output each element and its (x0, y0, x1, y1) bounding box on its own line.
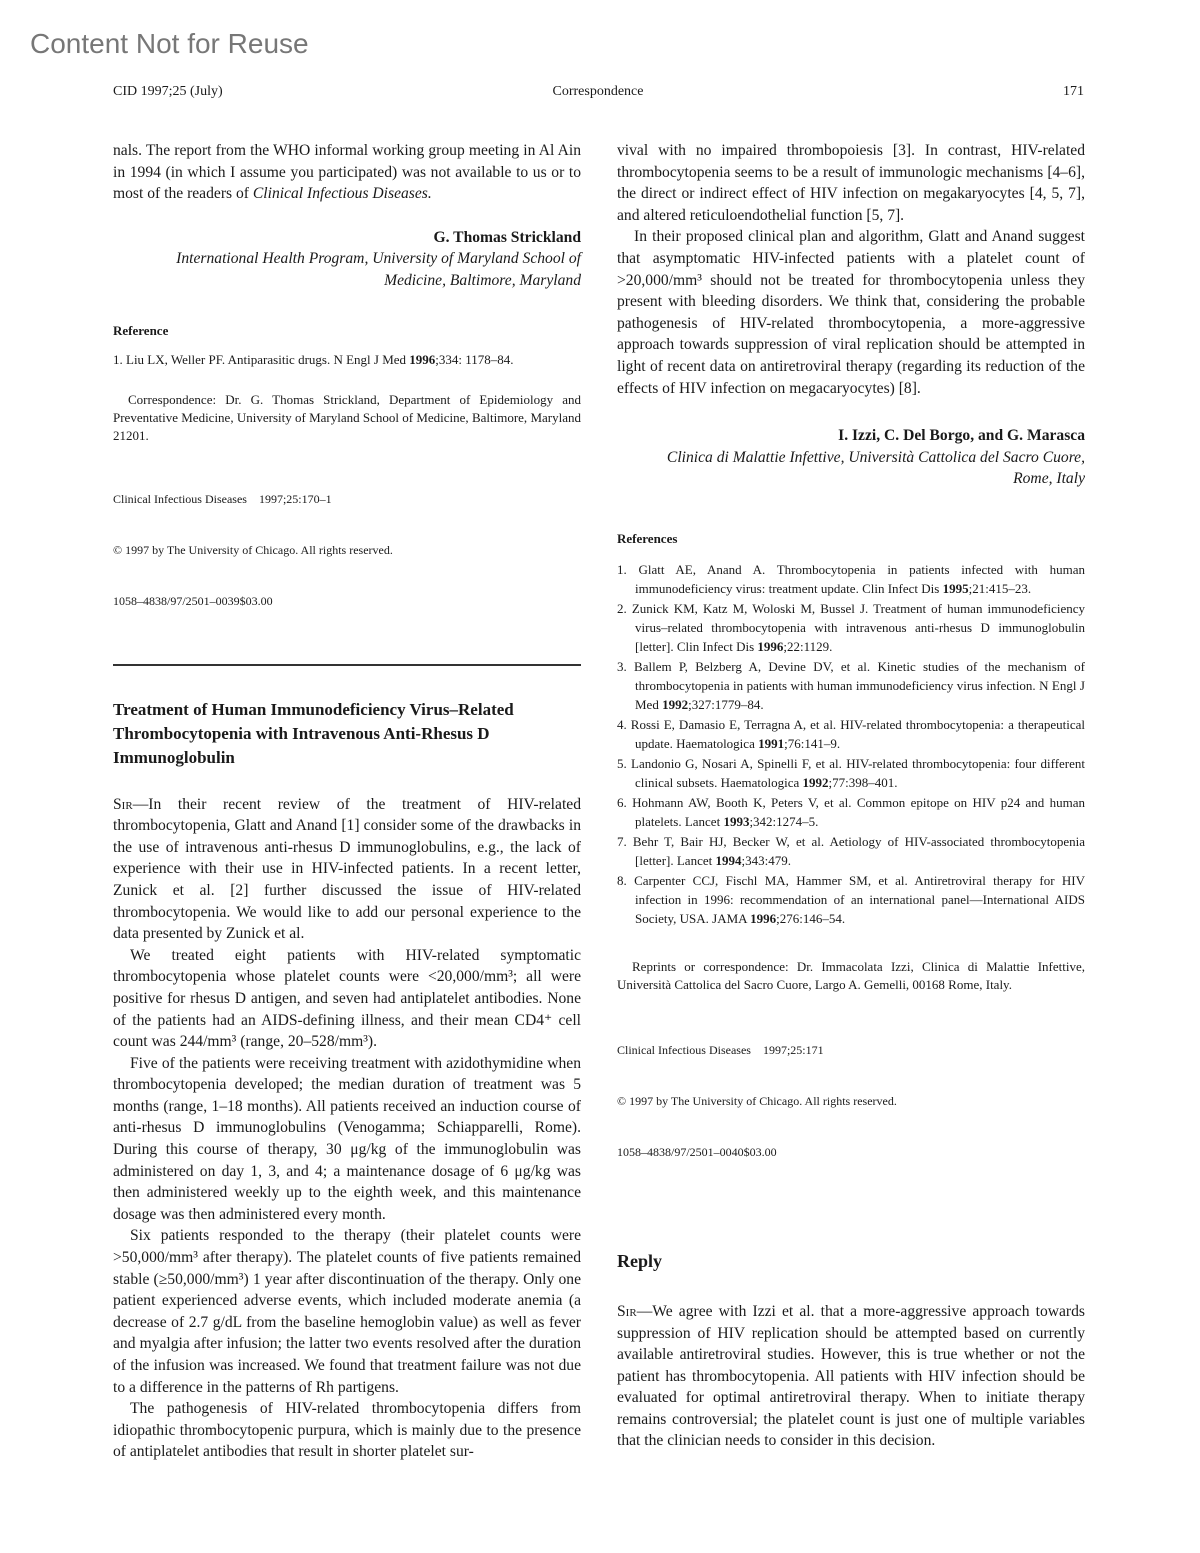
citation-line: © 1997 by The University of Chicago. All rights reserved. (617, 1093, 897, 1108)
citation-block (113, 457, 581, 644)
paragraph-text: Five of the patients were receiving treatment with azidothymidine when thrombocytopenia developed; the median duration of treatment was 5 months (range, 1–18 months). All patients received an induction course of anti-rhesus D immunoglobulins (Venogamma; Schiapparelli, Rome). During this course of therapy, 30 μg/kg of the immunoglobulin was administered on day 1, 3, and 4; a maintenance dosage of 6 μg/kg was then administered weekly up to the eighth week, and this maintenance dosage was then administered every month. (113, 1054, 581, 1223)
reply-body (617, 1301, 1085, 1452)
reference-item: 6. Hohmann AW, Booth K, Peters V, et al. Common epitope on HIV p24 and human platelets. Lancet 1993;342:1274–5. (617, 794, 1085, 829)
reference-list (113, 350, 581, 369)
letter-author: G. Thomas Strickland (433, 228, 581, 246)
author-affiliation: International Health Program, University of Maryland School of Medicine, Baltimore, Maryland (176, 250, 581, 289)
article-title: Treatment of Human Immunodeficiency Virus–Related Thrombocytopenia with Intravenous Anti-Rhesus D Immunoglobulin (113, 699, 514, 767)
letter-continuation (113, 140, 581, 205)
running-header-section: Correspondence (552, 84, 644, 99)
paragraph-text: —We agree with Izzi et al. that a more-aggressive approach towards suppression of HIV replication should be attempted based on currently available antiretroviral studies. However, this is true whether or not the patient has thrombocytopenia. All patients with HIV infection should be evaluated for optimal antiretroviral therapy. When to initiate therapy remains controversial; the platelet count is just one of multiple variables that the clinician needs to consider in this decision. (617, 1302, 1085, 1450)
letter-authors: I. Izzi, C. Del Borgo, and G. Marasca (838, 427, 1085, 445)
authors-affiliation: Clinica di Malattie Infettive, Università Cattolica del Sacro Cuore, Rome, Italy (666, 448, 1085, 488)
citation-line: © 1997 by The University of Chicago. All rights reserved. (113, 542, 393, 557)
paragraph-text: Six patients responded to the therapy (their platelet counts were >50,000/mm³ after therapy). The platelet counts of five patients remained stable (≥50,000/mm³) 1 year after discontinuation of the therapy. Only one patient experienced adverse events, which included moderate anemia (a decrease of 2.7 g/dL from the baseline hemoglobin value) as well as fever and myalgia after infusion; the latter two events resolved after the duration of the infusion was increased. We found that treatment failure was not due to a difference in the patterns of Rh partigens. (113, 1227, 581, 1396)
salutation: Sir (617, 1302, 637, 1320)
running-header-journal: CID 1997;25 (July) (113, 84, 223, 99)
reference-heading: Reference (113, 322, 169, 338)
paragraph-text: —In their recent review of the treatment of HIV-related thrombocytopenia, Glatt and Anand [1] consider some of the drawbacks in the use of intravenous anti-rhesus D immunoglobulins, e.g., the lack of experience with their use in HIV-infected patients. In a recent letter, Zunick et al. [2] further discussed the issue of HIV-related thrombocytopenia. We would like to add our personal experience to the data presented by Zunick et al. (113, 795, 581, 943)
left-column (113, 140, 581, 1463)
reply-heading: Reply (617, 1250, 662, 1271)
reference-item: 2. Zunick KM, Katz M, Woloski M, Bussel J. Treatment of human immunodeficiency virus–related thrombocytopenia with intravenous anti-rhesus D immunoglobulin [letter]. Clin Infect Dis 1996;22:1129. (617, 600, 1085, 654)
paragraph-text: vival with no impaired thrombopoiesis [3]. In contrast, HIV-related thrombocytopenia seems to be a result of immunologic mechanisms [4–6], the direct or indirect effect of HIV infection on megakaryocytes [4, 5, 7], and altered reticuloendothelial function [5, 7]. (617, 142, 1085, 224)
correspondence-note: Correspondence: Dr. G. Thomas Strickland, Department of Epidemiology and Preventative Medicine, University of Maryland School of Medicine, Baltimore, Maryland 21201. (113, 391, 581, 443)
article-body-continued (617, 140, 1085, 399)
reference-item: 8. Carpenter CCJ, Fischl MA, Hammer SM, et al. Antiretroviral therapy for HIV infection in 1996: recommendation of an international panel—International AIDS Society, USA. JAMA 1996;276:146–54. (617, 872, 1086, 926)
paragraph-text: nals. The report from the WHO informal working group meeting in Al Ain in 1994 (in which I assume you participated) was not available to us or to most of the readers of (113, 142, 581, 203)
reference-item: 3. Ballem P, Belzberg A, Devine DV, et al. Kinetic studies of the mechanism of thrombocytopenia in patients with human immunodeficiency virus infection. N Engl J Med 1992;327:1779–84. (617, 658, 1086, 712)
references-list (617, 560, 1085, 928)
citation-line: 1058–4838/97/2501–0039$03.00 (113, 593, 273, 608)
reference-item: 5. Landonio G, Nosari A, Spinelli F, et al. HIV-related thrombocytopenia: four different clinical subsets. Haematologica 1992;77:398–401. (617, 755, 1085, 790)
paragraph-text: The pathogenesis of HIV-related thrombocytopenia differs from idiopathic thrombocytopenic purpura, which is mainly due to the presence of antiplatelet antibodies that result in shorter platelet sur- (113, 1400, 581, 1461)
paragraph-text: We treated eight patients with HIV-related symptomatic thrombocytopenia whose platelet counts were <20,000/mm³; all were positive for rhesus D antigen, and seven had antiplatelet antibodies. None of the patients had an AIDS-defining illness, and their mean CD4⁺ cell count was 244/mm³ (range, 20–528/mm³). (113, 946, 581, 1051)
paragraph-text: In their proposed clinical plan and algorithm, Glatt and Anand suggest that asymptomatic HIV-infected patients with a platelet count of >20,000/mm³ should not be treated for thrombocytopenia unless they present with bleeding disorders. We think that, considering the probable pathogenesis of HIV-related thrombocytopenia, a more-aggressive approach towards suppression of viral replication should be attempted in light of recent data on antiretroviral therapy (regarding its reduction of the effects of HIV infection on megacaryocytes) [8]. (617, 228, 1085, 397)
article-body (113, 794, 581, 1463)
salutation: Sir (113, 795, 133, 813)
journal-name: Clinical Infectious Diseases. (252, 185, 432, 203)
reference-item: 1. Liu LX, Weller PF. Antiparasitic drugs. N Engl J Med 1996;334: 1178–84. (113, 351, 514, 367)
reference-item: 4. Rossi E, Damasio E, Terragna A, et al. HIV-related thrombocytopenia: a therapeutical update. Haematologica 1991;76:141–9. (617, 716, 1085, 751)
citation-line: 1058–4838/97/2501–0040$03.00 (617, 1144, 777, 1159)
reference-item: 1. Glatt AE, Anand A. Thrombocytopenia in patients infected with human immunodeficiency virus: treatment update. Clin Infect Dis 1995;21:415–23. (617, 561, 1085, 596)
reference-item: 7. Behr T, Bair HJ, Becker W, et al. Aetiology of HIV-associated thrombocytopenia [letter]. Lancet 1994;343:479. (617, 833, 1085, 868)
right-column (617, 140, 1085, 1452)
citation-line: Clinical Infectious Diseases 1997;25:171 (617, 1042, 824, 1057)
citation-block (617, 1008, 1085, 1195)
page-number: 171 (1063, 84, 1084, 99)
reprints-note: Reprints or correspondence: Dr. Immacolata Izzi, Clinica di Malattie Infettive, Università Cattolica del Sacro Cuore, Largo A. Gemelli, 00168 Rome, Italy. (617, 958, 1085, 992)
section-divider (113, 664, 581, 666)
citation-line: Clinical Infectious Diseases 1997;25:170–1 (113, 491, 332, 506)
watermark: Content Not for Reuse (30, 28, 309, 59)
references-heading: References (617, 530, 678, 546)
